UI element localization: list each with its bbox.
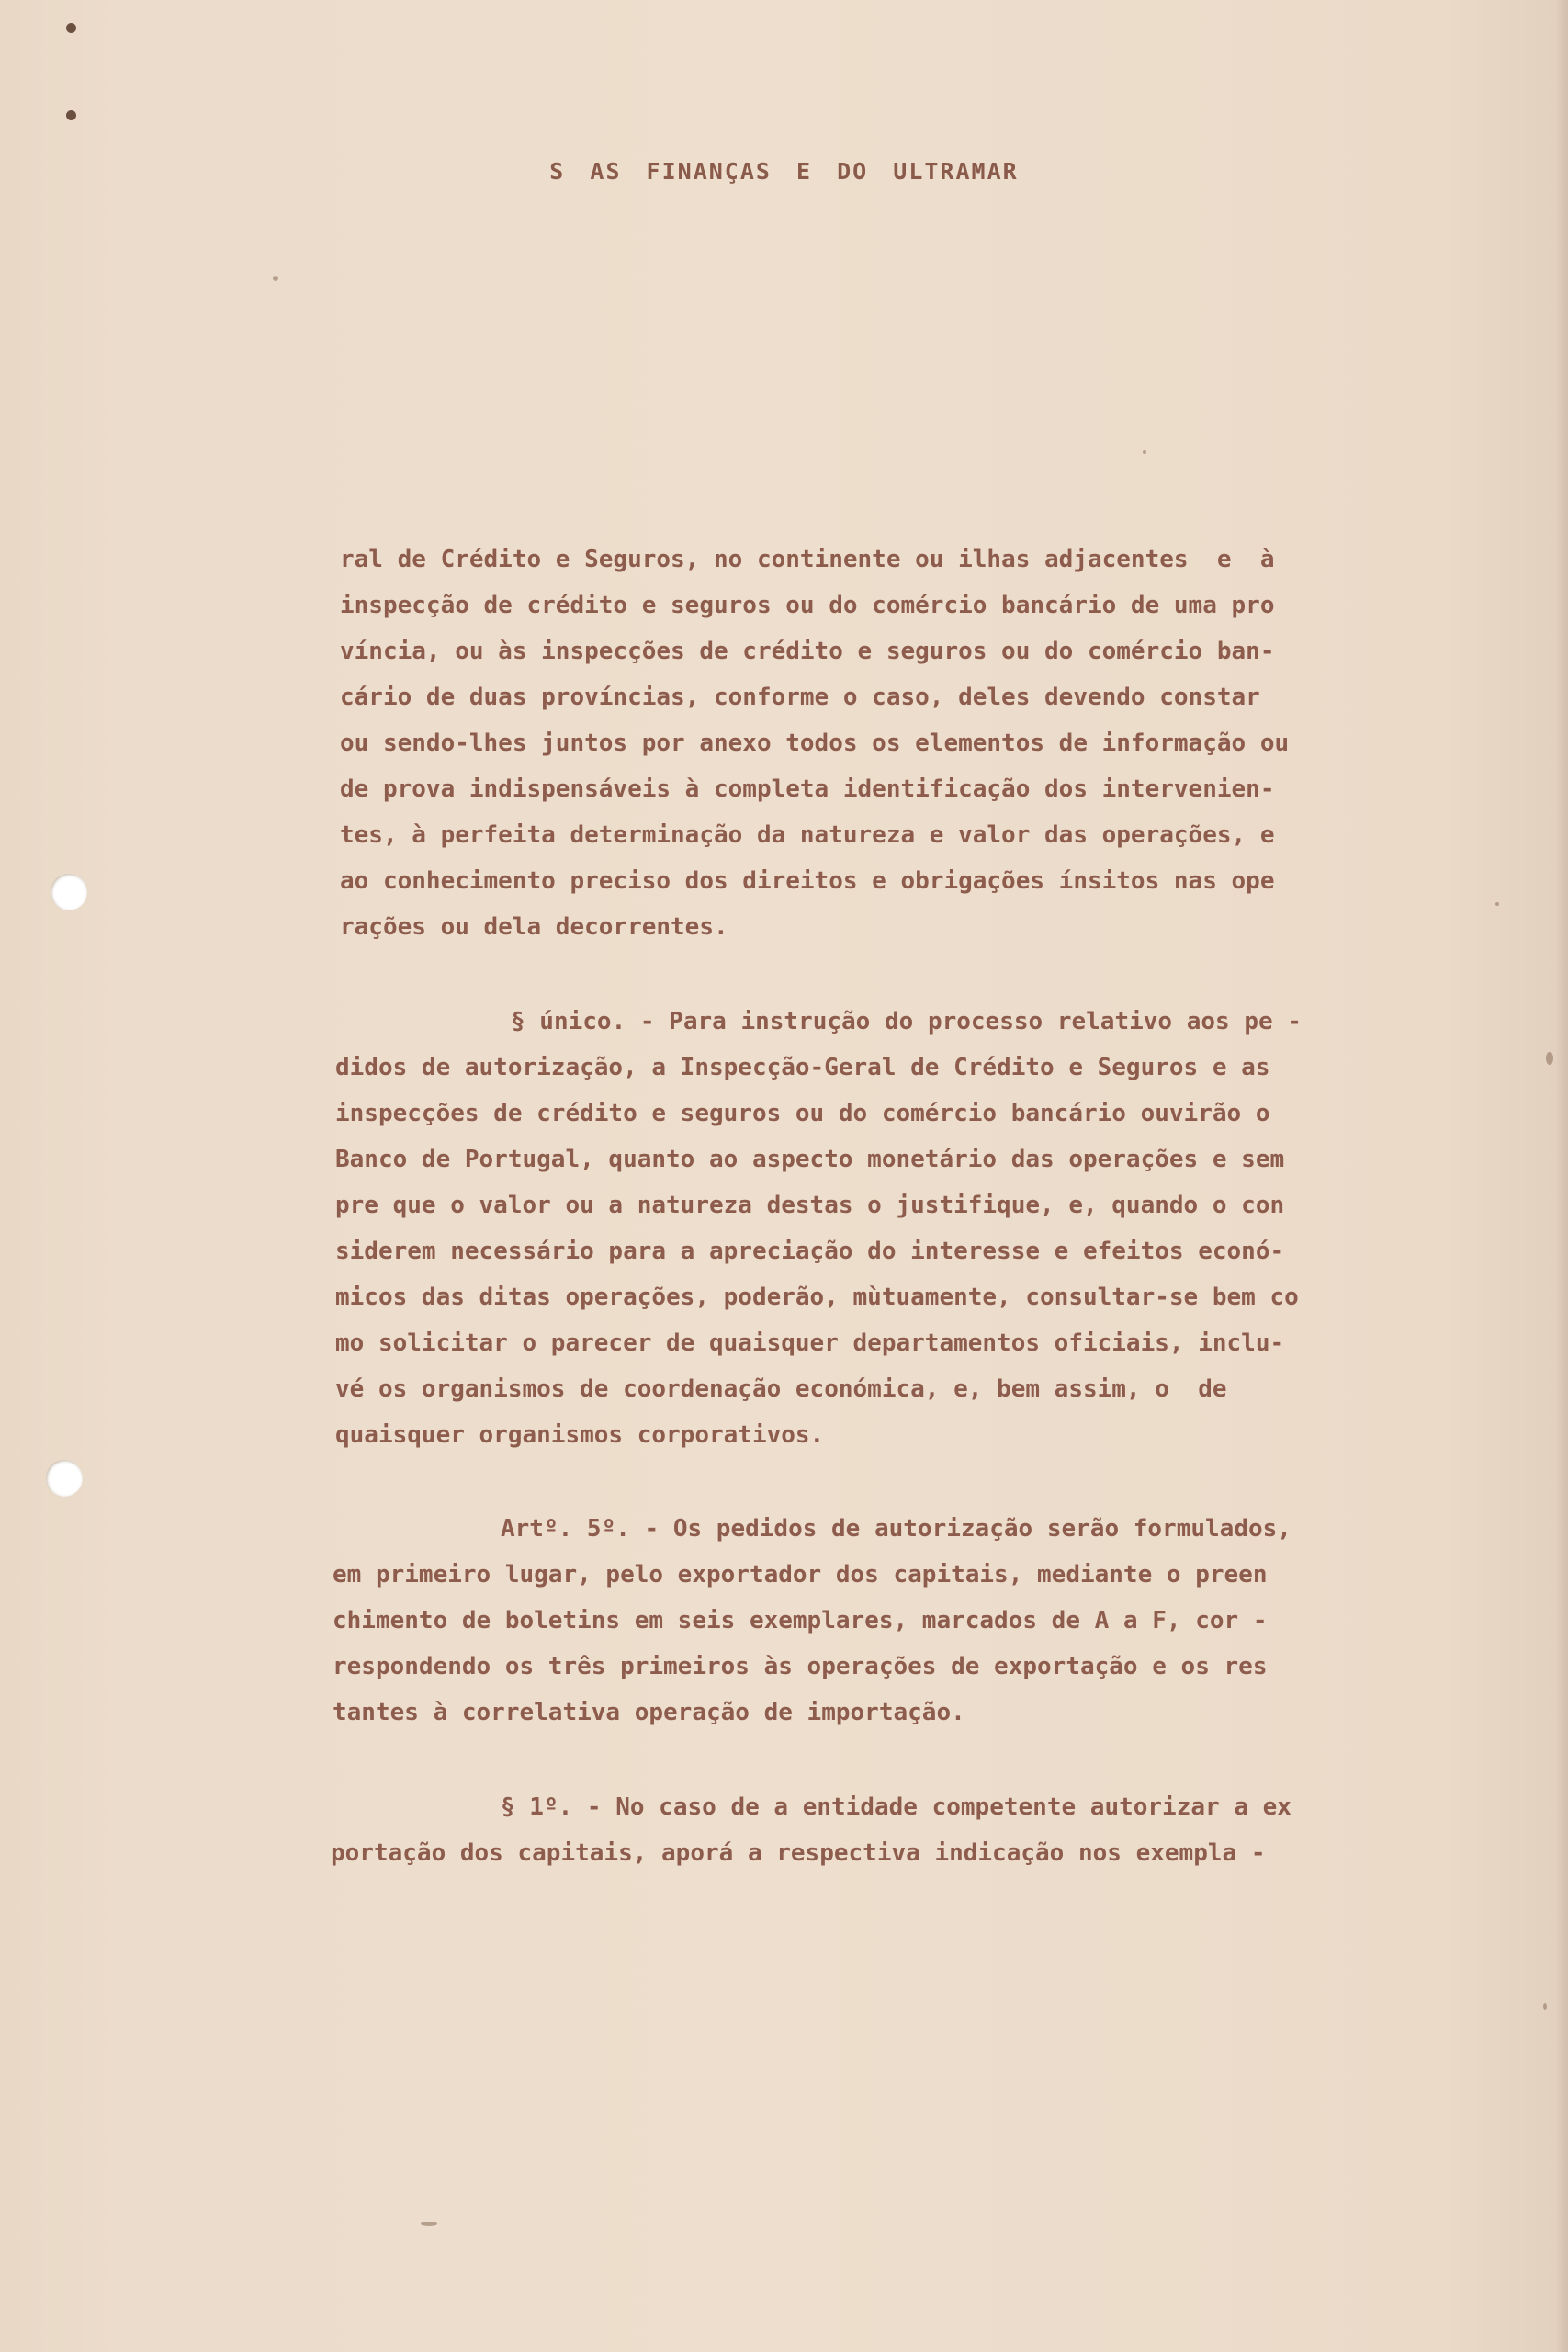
paper-speck <box>1543 2003 1547 2010</box>
text-line: ral de Crédito e Seguros, no continente ou ilhas adjacentes e à <box>340 546 1275 573</box>
staple-mark-bottom <box>66 110 76 120</box>
text-line: ao conhecimento preciso dos direitos e obrigações ínsitos nas ope <box>340 867 1275 895</box>
text-line: chimento de boletins em seis exemplares, marcados de A a F, cor - <box>333 1607 1268 1634</box>
paper-speck <box>273 276 278 281</box>
text-line: Artº. 5º. - Os pedidos de autorização serão formulados, <box>501 1515 1292 1543</box>
paper-speck <box>421 2222 437 2226</box>
paper-speck <box>1143 450 1146 454</box>
text-line: pre que o valor ou a natureza destas o justifique, e, quando o con <box>335 1192 1285 1219</box>
text-line: inspecção de crédito e seguros ou do comércio bancário de uma pro <box>340 592 1275 619</box>
text-line: em primeiro lugar, pelo exportador dos capitais, mediante o preen <box>333 1561 1268 1589</box>
text-line: víncia, ou às inspecções de crédito e seguros ou do comércio ban- <box>340 638 1275 665</box>
text-line: siderem necessário para a apreciação do interesse e efeitos econó- <box>335 1238 1285 1265</box>
text-line: didos de autorização, a Inspecção-Geral de Crédito e Seguros e as <box>335 1054 1270 1081</box>
document-body <box>0 537 1568 1867</box>
text-line: de prova indispensáveis à completa identificação dos intervenien- <box>340 775 1275 803</box>
text-line: portação dos capitais, aporá a respectiva indicação nos exempla - <box>331 1839 1266 1867</box>
text-line: micos das ditas operações, poderão, mùtuamente, consultar-se bem co <box>335 1283 1299 1311</box>
document-header: S AS FINANÇAS E DO ULTRAMAR <box>549 158 1019 185</box>
text-line: tes, à perfeita determinação da natureza e valor das operações, e <box>340 821 1275 849</box>
text-line: § único. - Para instrução do processo relativo aos pe - <box>511 1008 1302 1035</box>
text-line: § 1º. - No caso de a entidade competente autorizar a ex <box>501 1793 1292 1821</box>
text-line: ou sendo-lhes juntos por anexo todos os elementos de informação ou <box>340 729 1290 757</box>
text-line: respondendo os três primeiros às operações de exportação e os res <box>333 1653 1268 1680</box>
text-line: vé os organismos de coordenação económica, e, bem assim, o de <box>335 1375 1227 1403</box>
text-line: Banco de Portugal, quanto ao aspecto monetário das operações e sem <box>335 1146 1285 1173</box>
text-line: cário de duas províncias, conforme o caso, deles devendo constar <box>340 684 1260 711</box>
text-line: inspecções de crédito e seguros ou do comércio bancário ouvirão o <box>335 1100 1270 1127</box>
text-line: tantes à correlativa operação de importação. <box>333 1699 965 1726</box>
text-line: mo solicitar o parecer de quaisquer departamentos oficiais, inclu- <box>335 1329 1285 1357</box>
text-line: rações ou dela decorrentes. <box>340 913 728 941</box>
staple-mark-top <box>66 23 76 33</box>
text-line: quaisquer organismos corporativos. <box>335 1421 825 1449</box>
